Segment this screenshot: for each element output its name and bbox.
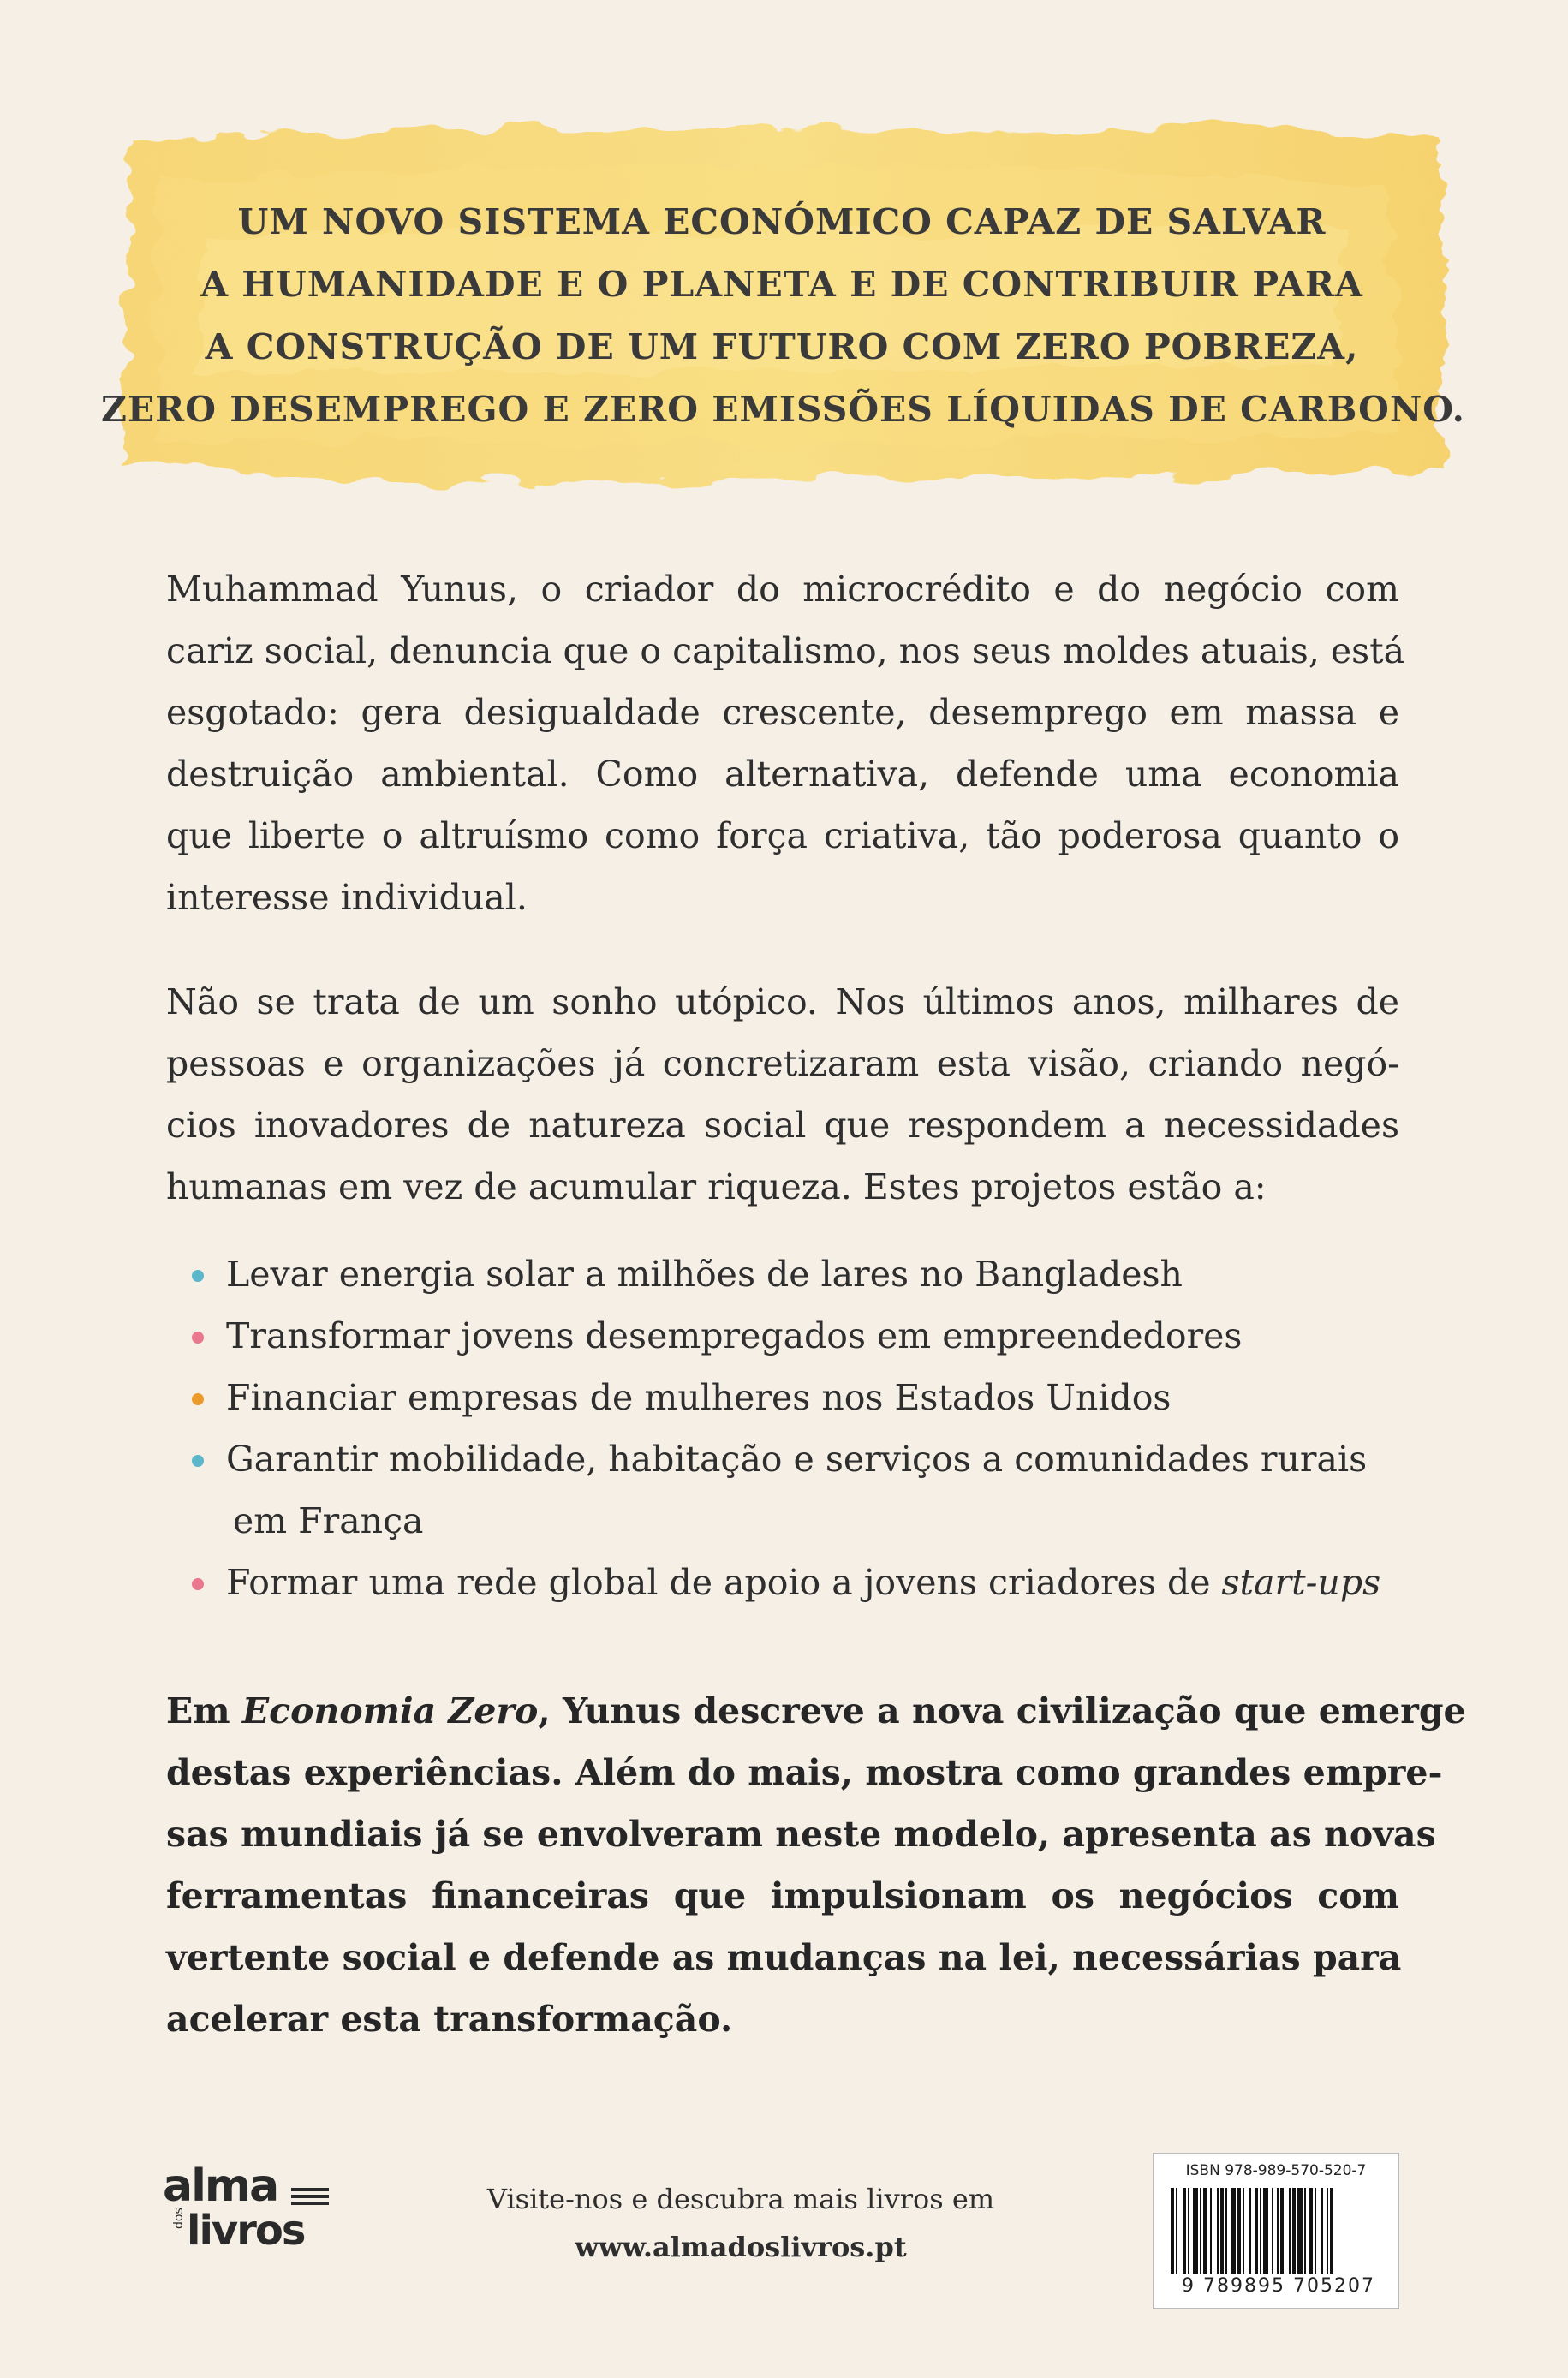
barcode-bar [1171, 2188, 1174, 2274]
isbn-barcode [1153, 2153, 1399, 2309]
paragraph-line: destruição ambiental. Como alternativa, defende uma economia [166, 754, 1399, 795]
paragraph-line: sas mundiais já se envolveram neste modelo, apresenta as novas [166, 1814, 1436, 1855]
headline-line: ZERO DESEMPREGO E ZERO EMISSÕES LÍQUIDAS DE CARBONO. [101, 389, 1465, 430]
barcode-bar [1260, 2188, 1261, 2274]
headline-line: UM NOVO SISTEMA ECONÓMICO CAPAZ DE SALVAR [237, 201, 1327, 242]
list-item-text: Financiar empresas de mulheres nos Estados Unidos [226, 1377, 1172, 1418]
visit-text: Visite-nos e descubra mais livros em [486, 2183, 995, 2215]
list-item [166, 1243, 1416, 1305]
barcode-bar [1200, 2188, 1201, 2274]
visit-note [480, 2175, 1002, 2271]
list-item-text: Formar uma rede global de apoio a jovens criadores de [226, 1562, 1222, 1603]
publisher-logo [163, 2160, 343, 2267]
list-item [166, 1552, 1416, 1613]
bullet-dot-icon [192, 1455, 204, 1467]
paragraph-line: esgotado: gera desigualdade crescente, desemprego em massa e [166, 692, 1399, 733]
barcode-bar [1327, 2188, 1328, 2274]
barcode-digits: 9 789895 705207 [1182, 2275, 1375, 2297]
paragraph-line: vertente social e defende as mudanças na lei, necessárias para [166, 1937, 1402, 1978]
paragraph-line: ferramentas financeiras que impulsionam os negócios com [166, 1875, 1399, 1916]
barcode-bar [1292, 2188, 1296, 2274]
line-suffix: , Yunus descreve a nova civilização que emerge [538, 1690, 1466, 1731]
list-item [166, 1305, 1416, 1367]
barcode-bar [1231, 2188, 1236, 2274]
barcode-bars [1171, 2188, 1385, 2274]
barcode-bar [1210, 2188, 1212, 2274]
barcode-bar [1263, 2188, 1268, 2274]
headline-line: A CONSTRUÇÃO DE UM FUTURO COM ZERO POBREZA, [205, 326, 1359, 367]
barcode-bar [1243, 2188, 1244, 2274]
paragraph-line: que liberte o altruísmo como força criativa, tão poderosa quanto o [166, 815, 1399, 856]
barcode-bar [1249, 2188, 1251, 2274]
barcode-bar [1289, 2188, 1291, 2274]
bullet-dot-icon [192, 1393, 204, 1405]
logo-word-livros: livros [187, 2207, 305, 2255]
bullet-dot-icon [192, 1332, 204, 1344]
headline-banner [101, 107, 1463, 501]
barcode-bar [1237, 2188, 1241, 2274]
logo-word-dos: dos [172, 2208, 186, 2229]
paragraph-line: acelerar esta transformação. [166, 1999, 733, 2040]
barcode-bar [1315, 2188, 1316, 2274]
list-item-continuation: em França [233, 1500, 424, 1541]
paragraph-line: cariz social, denuncia que o capitalismo, nos seus moldes atuais, está [166, 630, 1405, 671]
list-item-text: Levar energia solar a milhões de lares no Bangladesh [226, 1254, 1183, 1295]
barcode-bar [1304, 2188, 1306, 2274]
barcode-bar [1193, 2188, 1198, 2274]
barcode-bar [1330, 2188, 1333, 2274]
line-prefix: Em [166, 1690, 242, 1731]
isbn-label: ISBN 978-989-570-520-7 [1185, 2162, 1367, 2179]
summary-paragraph [166, 1680, 1466, 2050]
logo-word-alma: alma [163, 2160, 278, 2212]
intro-paragraph [166, 558, 1405, 928]
barcode-bar [1188, 2188, 1189, 2274]
barcode-bar [1255, 2188, 1258, 2274]
paragraph-line: destas experiências. Além do mais, mostra como grandes empre- [166, 1752, 1443, 1793]
paragraph-line: humanas em vez de acumular riqueza. Estes projetos estão a: [166, 1166, 1267, 1207]
barcode-bar [1176, 2188, 1177, 2274]
bullet-dot-icon [192, 1578, 204, 1590]
barcode-bar [1277, 2188, 1279, 2274]
paragraph-line [166, 1680, 1466, 1742]
barcode-bar [1217, 2188, 1219, 2274]
list-item-italic: start-ups [1221, 1562, 1381, 1603]
barcode-bar [1203, 2188, 1207, 2274]
website-link[interactable]: www.almadoslivros.pt [575, 2231, 907, 2263]
paragraph-line: Muhammad Yunus, o criador do microcrédito e do negócio com [166, 569, 1399, 610]
paragraph-line: interesse individual. [166, 877, 528, 918]
paragraph-line: Não se trata de um sonho utópico. Nos últimos anos, milhares de [166, 981, 1399, 1022]
barcode-bar [1183, 2188, 1186, 2274]
logo-bars-icon [291, 2188, 329, 2208]
barcode-bar [1280, 2188, 1284, 2274]
book-title: Economia Zero [241, 1690, 539, 1731]
barcode-bar [1321, 2188, 1323, 2274]
list-item [166, 1428, 1416, 1552]
headline-line: A HUMANIDADE E O PLANETA E DE CONTRIBUIR PARA [200, 264, 1363, 305]
list-item [166, 1367, 1416, 1428]
barcode-bar [1272, 2188, 1273, 2274]
barcode-bar [1309, 2188, 1313, 2274]
bullet-dot-icon [192, 1270, 204, 1282]
headline [101, 191, 1463, 441]
paragraph-line: pessoas e organizações já concretizaram esta visão, criando negó- [166, 1043, 1399, 1084]
projects-list [166, 1243, 1416, 1613]
barcode-bar [1297, 2188, 1303, 2274]
list-item-text: Garantir mobilidade, habitação e serviços a comunidades rurais [226, 1439, 1368, 1480]
barcode-bar [1220, 2188, 1224, 2274]
projects-paragraph [166, 971, 1399, 1218]
list-item-text: Transformar jovens desempregados em empreendedores [226, 1315, 1243, 1356]
paragraph-line: cios inovadores de natureza social que respondem a necessidades [166, 1105, 1399, 1146]
barcode-bar [1225, 2188, 1227, 2274]
